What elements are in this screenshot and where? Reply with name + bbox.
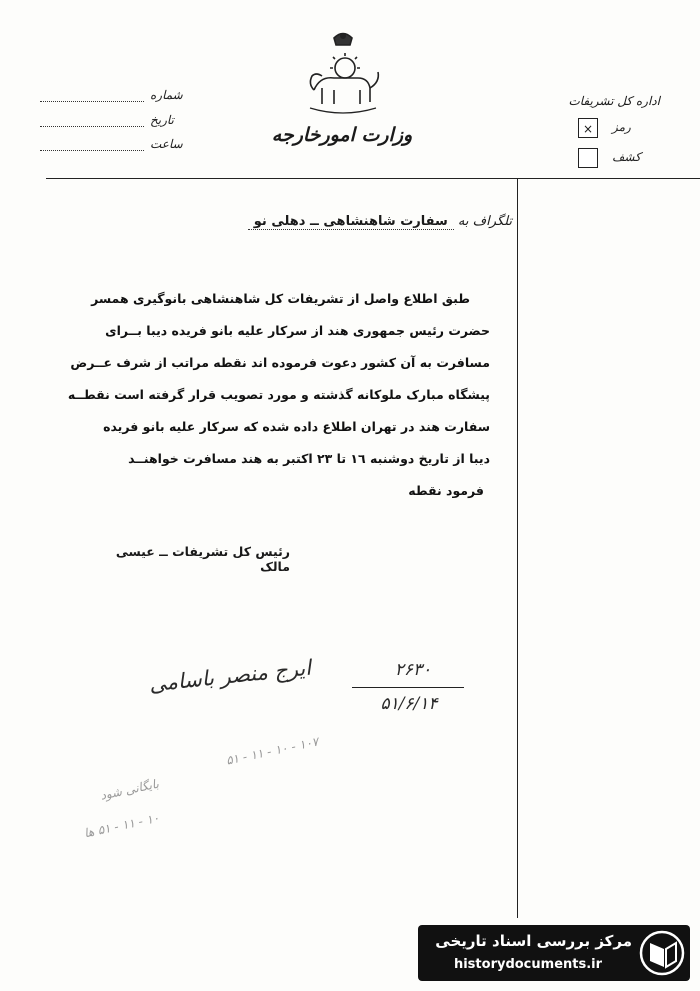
body-text (30, 290, 490, 506)
watermark (418, 925, 690, 981)
plain-option (578, 148, 658, 170)
telegram-line (230, 214, 512, 229)
reference-number-top: ۲۶۳۰ (394, 660, 432, 680)
plain-checkbox[interactable] (578, 148, 598, 168)
date-label: تاریخ (150, 113, 174, 127)
date-field (40, 113, 180, 129)
margin-divider (517, 178, 518, 918)
telegram-recipient: سفارت شاهنشاهی ــ دهلی نو (248, 214, 454, 230)
department-label (520, 94, 660, 108)
reference-number-bottom: ۵۱/۶/۱۴ (380, 694, 438, 714)
watermark-url: historydocuments.ir (453, 957, 603, 972)
number-label: شماره (150, 88, 183, 102)
marginal-note-1: ۱۰۷ - ۱۰ - ۱۱ - ۵۱ (224, 734, 320, 768)
body-line: سفارت هند در تهران اطلاع داده شده که سرکار علیه بانو فریده (103, 419, 490, 434)
date-dotted-line (40, 126, 144, 127)
plain-label: کشف (612, 150, 641, 164)
cipher-checkbox[interactable]: × (578, 118, 598, 138)
marginal-note-3: ۱۰ - ۱۱ - ۵۱ ها (82, 810, 161, 841)
watermark-name: مرکز بررسی اسناد تاریخی (435, 932, 632, 950)
body-line: دیبا از تاریخ دوشنبه ١٦ تا ٢٣ اکتبر به هند مسافرت خواهنــد (128, 451, 490, 466)
number-dotted-line (40, 101, 144, 102)
ministry-title: وزارت امورخارجه (271, 124, 413, 146)
lion-and-sun-emblem-icon (300, 30, 386, 116)
body-line: مسافرت به آن کشور دعوت فرموده اند نقطه مراتب از شرف عــرض (70, 355, 490, 370)
handwritten-signature: ایرج منصر باسامی (147, 655, 313, 697)
header-divider (46, 178, 700, 179)
body-line: طبق اطلاع واصل از تشریفات کل شاهنشاهی بانوگیری همسر (91, 291, 470, 306)
signatory: رئیس کل تشریفات ــ عیسی مالک (115, 544, 290, 574)
body-line: پیشگاه مبارک ملوکانه گذشته و مورد تصویب قرار گرفته است نقطــه (67, 387, 490, 402)
marginal-note-2: بایگانی شود (99, 776, 161, 803)
cipher-option (578, 118, 658, 140)
body-line: حضرت رئیس جمهوری هند از سرکار علیه بانو فریده دیبا بــرای (105, 323, 490, 338)
reference-divider (352, 687, 464, 688)
body-line: فرمود نقطه (408, 483, 484, 498)
time-label: ساعت (150, 137, 183, 151)
department-text: اداره کل تشریفات (568, 94, 660, 108)
cipher-label: رمز (612, 120, 631, 134)
telegram-prefix: تلگراف به (457, 214, 512, 229)
time-dotted-line (40, 150, 144, 151)
time-field (40, 137, 183, 153)
number-field (40, 88, 183, 104)
archive-logo-icon (638, 929, 686, 977)
